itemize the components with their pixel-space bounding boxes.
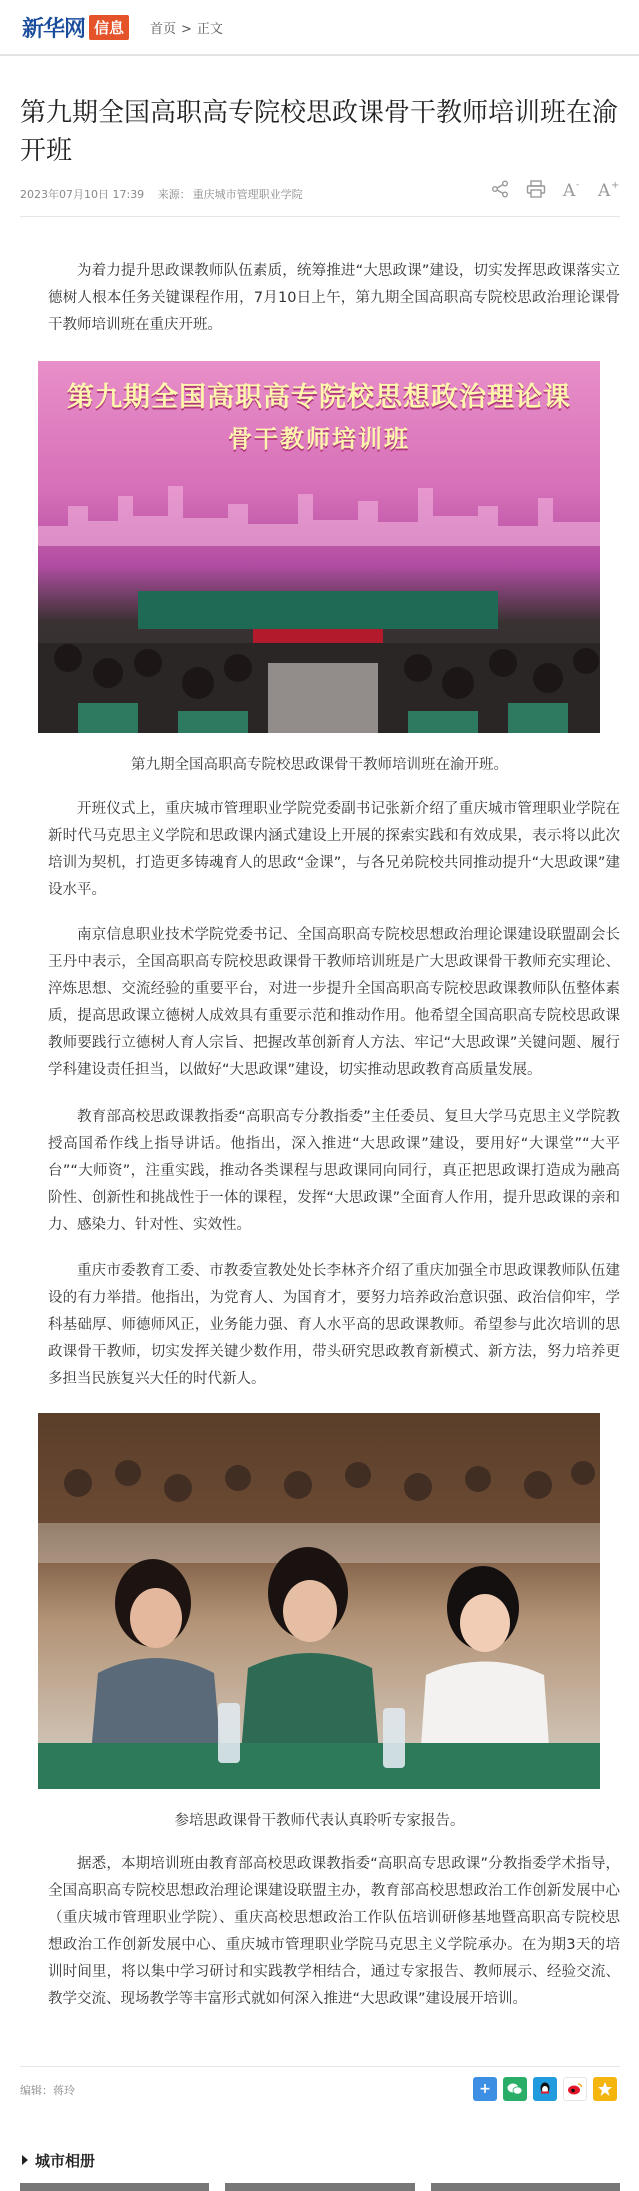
article-source: 重庆城市管理职业学院 <box>192 188 303 201</box>
svg-text:A: A <box>563 181 576 199</box>
city-album-thumbnails <box>20 2183 620 2191</box>
top-bar <box>0 0 639 56</box>
svg-text:+: + <box>611 180 619 191</box>
photo2-caption: 参培思政课骨干教师代表认真聆听专家报告。 <box>174 1813 465 1829</box>
breadcrumb-separator: > <box>181 22 192 37</box>
banner-subtitle: 骨干教师培训班 <box>228 425 410 453</box>
paragraph-4: 教育部高校思政课教指委“高职高专分教指委”主任委员、复旦大学马克思主义学院教授高国希作线上指导讲话。他指出，深入推进“大思政课”建设，要用好“大课堂”“大平台”“大师资”，注重实践，推动各类课程与思政课同向同行，真正把思政课打造成为融高阶性、创新性和挑战性于一体的课程，发挥“大思政课”全面育人作用，提升思政课的亲和力、感染力、针对性、实效性。 <box>48 1109 620 1233</box>
photo1-caption: 第九期全国高职高专院校思政课骨干教师培训班在渝开班。 <box>131 757 508 773</box>
paragraph-1: 为着力提升思政课教师队伍素质，统筹推进“大思政课”建设，切实发挥思政课落实立德树人根本任务关键课程作用，7月10日上午，第九期全国高职高专院校思政治理论课骨干教师培训班在重庆开班。 <box>48 263 620 333</box>
qq-icon[interactable] <box>533 2077 557 2101</box>
album-thumbnail[interactable] <box>20 2183 209 2191</box>
font-increase-icon[interactable] <box>597 178 619 200</box>
paragraph-5: 重庆市委教育工委、市教委宣教处处长李林齐介绍了重庆加强全市思政课教师队伍建设的有力举措。他指出，为党育人、为国育才，要努力培养政治意识强、政治信仰牢，学科基础厚、师德师风正，业务能力强、育人水平高的思政课教师。希望参与此次培训的思政课骨干教师，切实发挥关键少数作用，带头研究思政教育新模式、新方法，努力培养更多担当民族复兴大任的时代新人。 <box>48 1263 620 1387</box>
album-thumbnail[interactable] <box>225 2183 414 2191</box>
album-thumbnail[interactable] <box>431 2183 620 2191</box>
share-bar <box>473 2077 617 2101</box>
wechat-icon[interactable] <box>503 2077 527 2101</box>
share-icon[interactable] <box>489 178 511 200</box>
skyline-graphic <box>38 476 600 546</box>
source-label: 来源： <box>157 188 191 201</box>
paragraph-3: 南京信息职业技术学院党委书记、全国高职高专院校思想政治理论课建设联盟副会长王丹中表示，全国高职高专院校思政课骨干教师培训班是广大思政课骨干教师充实理论、淬炼思想、交流经验的重要平台，对进一步提升全国高职高专院校思政课教师队伍整体素质，提高思政课立德树人成效具有重要示范和推动作用。他希望全国高职高专院校思政课教师要践行立德树人育人宗旨、把握改革创新育人方法、牢记“大思政课”关键问题、履行学科建设责任担当，以做好“大思政课”建设，切实推动思政教育高质量发展。 <box>48 927 620 1078</box>
conference-photo <box>38 361 600 733</box>
audience-photo <box>38 1413 600 1789</box>
weibo-icon[interactable] <box>563 2077 587 2101</box>
breadcrumb-current: 正文 <box>196 22 223 37</box>
editor-credit: 编辑：蒋玲 <box>20 2084 75 2097</box>
footer-divider <box>20 2066 620 2067</box>
qzone-icon[interactable] <box>593 2077 617 2101</box>
audience-graphic <box>38 623 600 733</box>
svg-text:A: A <box>598 181 611 199</box>
paragraph-2: 开班仪式上，重庆城市管理职业学院党委副书记张新介绍了重庆城市管理职业学院在新时代马克思主义学院和思政课内涵式建设上开展的探索实践和有效成果，表示将以此次培训为契机，打造更多铸魂育人的思政“金课”，与各兄弟院校共同推动提升“大思政课”建设水平。 <box>48 801 620 898</box>
svg-text:-: - <box>576 180 580 190</box>
breadcrumb-home[interactable]: 首页 <box>150 22 177 37</box>
site-logo[interactable] <box>22 12 129 42</box>
banner-title: 第九期全国高职高专院校思想政治理论课 <box>67 382 571 413</box>
logo-tag: 信息 <box>89 15 129 40</box>
meta-divider <box>20 216 620 217</box>
print-icon[interactable] <box>525 178 547 200</box>
city-album-heading: 城市相册 <box>22 2150 95 2171</box>
article-meta <box>20 186 313 202</box>
audience-illustration <box>38 1413 600 1789</box>
font-decrease-icon[interactable] <box>561 178 583 200</box>
paragraph-6: 据悉，本期培训班由教育部高校思政课教指委“高职高专思政课”分教指委学术指导，全国高职高专院校思想政治理论课建设联盟主办，教育部高校思想政治工作创新发展中心（重庆城市管理职业学院）、重庆高校思想政治工作队伍培训研修基地暨高职高专院校思想政治工作创新发展中心、重庆城市管理职业学院马克思主义学院承办。在为期3天的培训时间里，将以集中学习研讨和实践教学相结合，通过专家报告、教师展示、经验交流、教学交流、现场教学等丰富形式就如何深入推进“大思政课”建设展开培训。 <box>48 1856 620 2007</box>
article-tools <box>489 178 619 200</box>
add-share-icon[interactable]: + <box>473 2077 497 2101</box>
article-date: 2023年07月10日 17:39 <box>20 188 145 201</box>
article-title: 第九期全国高职高专院校思政课骨干教师培训班在渝开班 <box>20 98 619 166</box>
logo-text: 新华网 <box>22 15 86 42</box>
breadcrumb <box>150 18 228 37</box>
